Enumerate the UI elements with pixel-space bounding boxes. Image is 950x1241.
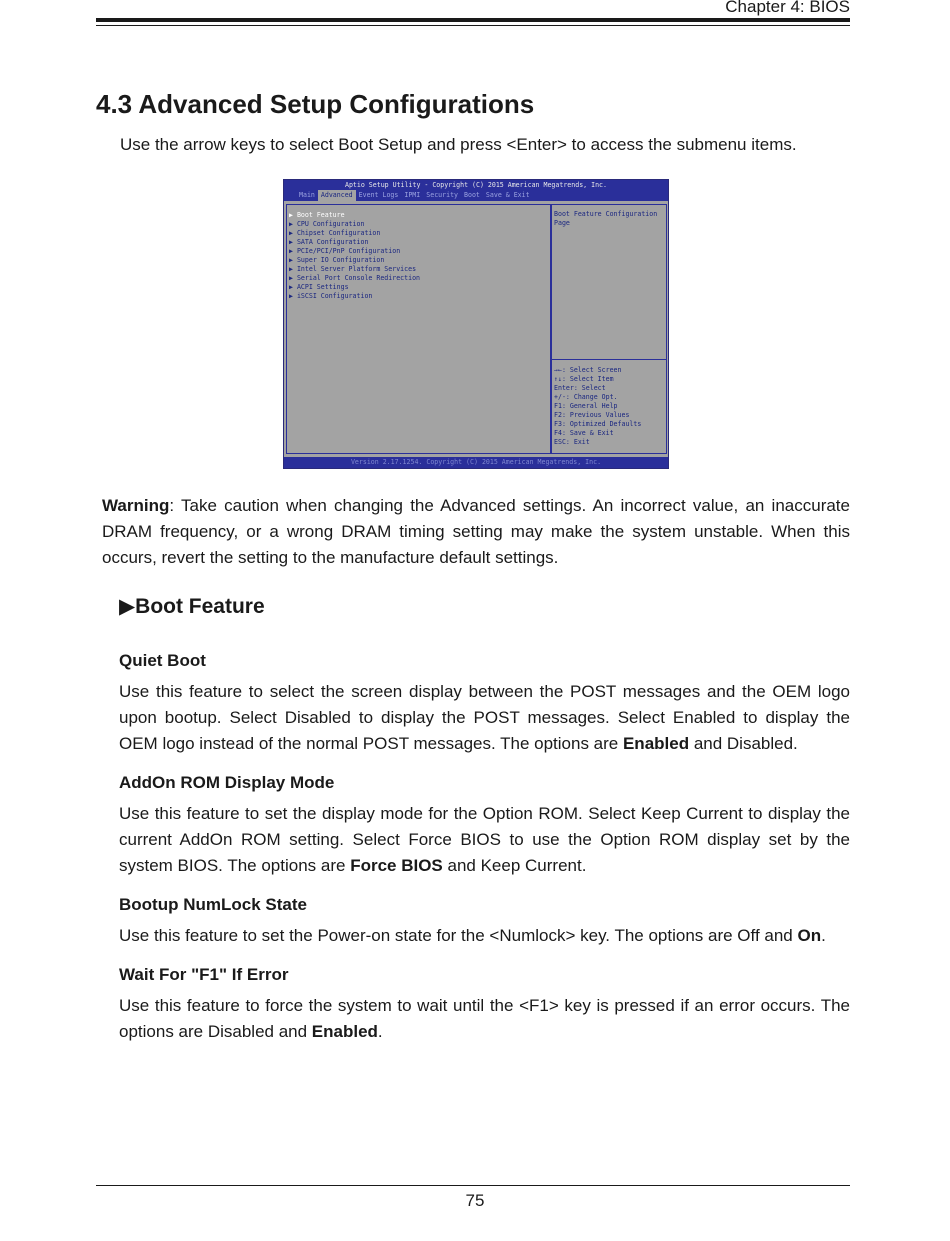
bios-menu-item: ▶ Serial Port Console Redirection [289, 274, 421, 282]
bios-footer-bar: Version 2.17.1254. Copyright (C) 2015 American Megatrends, Inc. [284, 457, 668, 468]
intro-text: Use the arrow keys to select Boot Setup and press <Enter> to access the submenu items. [120, 135, 797, 154]
item-description: Use this feature to set the Power-on state for the <Numlock> key. The options are Off and On. [119, 926, 826, 945]
bios-screenshot [283, 179, 669, 469]
section-title: 4.3 Advanced Setup Configurations [96, 89, 535, 119]
page-number: 75 [465, 1191, 485, 1210]
item-heading: Wait For "F1" If Error [119, 965, 289, 984]
warning-label: Warning [102, 496, 170, 515]
bios-tab-advanced: Advanced [318, 190, 356, 201]
bios-menu-item: ▶ SATA Configuration [289, 238, 369, 246]
bios-key-hint: F2: Previous Values [554, 411, 630, 419]
item-heading: Quiet Boot [119, 651, 206, 670]
bios-key-hint: +/-: Change Opt. [554, 393, 618, 401]
bios-key-hint: Enter: Select [554, 384, 606, 392]
item-description: Use this feature to set the display mode for the Option ROM. Select Keep Current to display the current AddOn ROM setting. Select Force BIOS to use the Option ROM display set by the system BIOS. The options are Force BIOS and Keep Current. [119, 804, 850, 875]
bios-tab-security: Security [426, 191, 459, 199]
bios-tab-main: Main [299, 191, 315, 199]
bios-menu-item: ▶ Intel Server Platform Services [289, 265, 417, 273]
item-description: Use this feature to select the screen display between the POST messages and the OEM logo upon bootup. Select Disabled to display the POST messages. Select Enabled to display the OEM logo instead of the normal POST messages. The options are Enabled and Disabled. [119, 682, 850, 753]
bios-menu-panel [286, 204, 551, 454]
subsection-title: ▶Boot Feature [119, 595, 265, 618]
item-description: Use this feature to force the system to wait until the <F1> key is pressed if an error occurs. The options are Disabled and Enabled. [119, 996, 850, 1041]
footer-rule [96, 1185, 850, 1186]
bios-key-hint: ESC: Exit [554, 438, 590, 446]
bios-menu-item: ▶ CPU Configuration [289, 220, 365, 228]
bios-key-hint: F3: Optimized Defaults [554, 420, 642, 428]
bios-tab-ipmi: IPMI [404, 191, 421, 199]
bios-help-panel [551, 204, 667, 454]
bios-menu-item: ▶ Chipset Configuration [289, 229, 381, 237]
warning-paragraph [102, 493, 850, 571]
bios-help-text: Boot Feature Configuration Page [554, 210, 658, 227]
bios-tab-boot: Boot [464, 191, 480, 199]
header-rule-thin [96, 25, 850, 26]
running-header: Chapter 4: BIOS [725, 0, 850, 16]
item-heading: AddOn ROM Display Mode [119, 773, 335, 792]
header-rule-thick [96, 18, 850, 22]
bios-menu-item: ▶ PCIe/PCI/PnP Configuration [289, 247, 401, 255]
item-heading: Bootup NumLock State [119, 895, 307, 914]
bios-help-divider [552, 359, 666, 360]
bios-menu-item: ▶ ACPI Settings [289, 283, 349, 291]
bios-menu-item: ▶ iSCSI Configuration [289, 292, 373, 300]
bios-tab-event-logs: Event Logs [358, 191, 399, 199]
warning-text: : Take caution when changing the Advanced settings. An incorrect value, an inaccurate DRAM frequency, or a wrong DRAM timing setting may make the system unstable. When this occurs, revert the setting to the manufacture default settings. [102, 496, 850, 567]
bios-key-hint: F1: General Help [554, 402, 618, 410]
bios-key-hint: →←: Select Screen [554, 366, 622, 374]
bios-tab-bar [284, 190, 668, 201]
bios-menu-item: ▶ Super IO Configuration [289, 256, 385, 264]
bios-key-hint: ↑↓: Select Item [554, 375, 614, 383]
bios-key-hint: F4: Save & Exit [554, 429, 614, 437]
bios-menu-item: ▶ Boot Feature [289, 211, 345, 219]
triangle-right-icon: ▶ [119, 595, 136, 618]
bios-title-bar: Aptio Setup Utility - Copyright (C) 2015 American Megatrends, Inc. [284, 180, 668, 190]
bios-tab-save-exit: Save & Exit [485, 191, 530, 199]
